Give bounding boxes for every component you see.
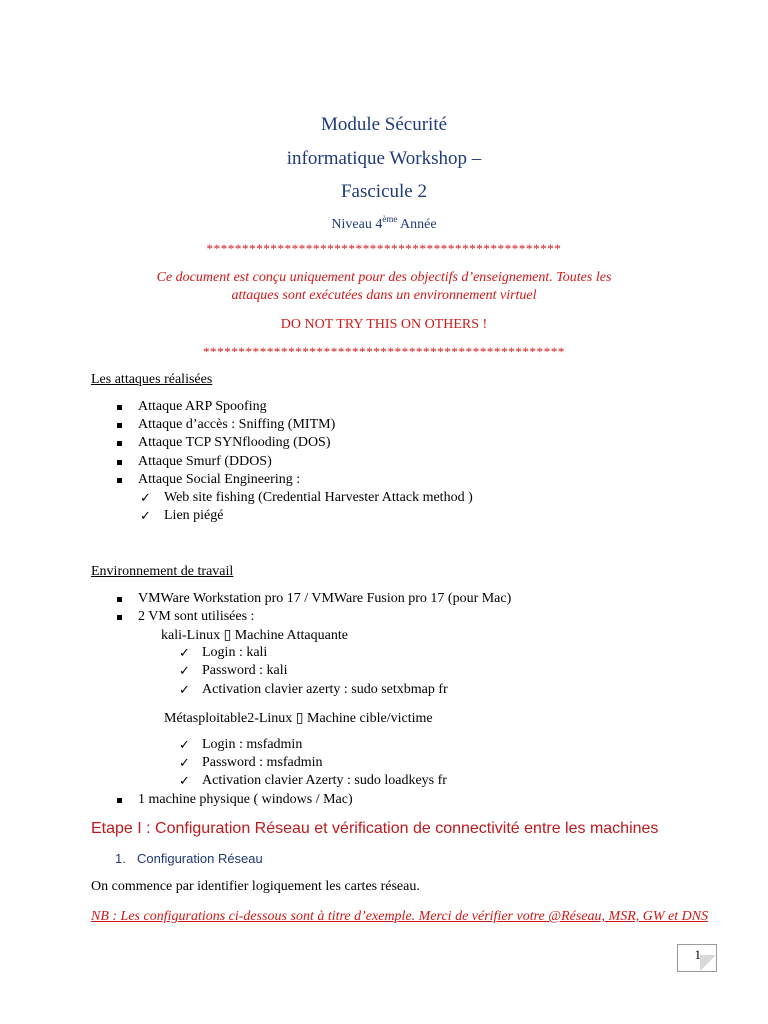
subsection-heading [115, 851, 263, 866]
attacks-heading: Les attaques réalisées [91, 372, 213, 387]
check-mark-icon: ✓ [179, 756, 190, 771]
check-mark-icon: ✓ [140, 491, 151, 506]
subsection-number: 1. [115, 851, 126, 866]
kali-detail: Activation clavier azerty : sudo setxbmap fr [202, 682, 448, 697]
document-title-line-3: Fascicule 2 [340, 181, 427, 202]
page-number: 1 [694, 947, 701, 962]
level-line [0, 214, 768, 233]
attack-item: Attaque Social Engineering : [138, 472, 301, 487]
attack-item: Attaque Smurf (DDOS) [138, 454, 272, 469]
attack-item: Attaque TCP SYNflooding (DOS) [138, 435, 331, 450]
stars-separator-top: ************************************************** [206, 241, 562, 256]
document-title-line-1: Module Sécurité [320, 114, 448, 135]
stars-separator-bottom: *************************************************** [202, 344, 566, 359]
check-mark-icon: ✓ [179, 683, 190, 698]
level-superscript: ème [382, 214, 398, 224]
check-mark-icon: ✓ [179, 664, 190, 679]
attack-item: Attaque d’accès : Sniffing (MITM) [138, 417, 336, 432]
kali-detail: Login : kali [202, 645, 268, 660]
metasploitable-detail: Activation clavier Azerty : sudo loadkeys fr [202, 773, 447, 788]
environment-item: 2 VM sont utilisées : [138, 609, 255, 624]
page-number-box [677, 944, 717, 972]
nb-note: NB : Les configurations ci-dessous sont à titre d’exemple. Merci de vérifier votre @Réseau, MSR, GW et DNS [91, 909, 709, 924]
square-bullet-icon [117, 405, 122, 410]
square-bullet-icon [117, 798, 122, 803]
square-bullet-icon [117, 441, 122, 446]
square-bullet-icon [117, 423, 122, 428]
check-mark-icon: ✓ [179, 738, 190, 753]
body-paragraph: On commence par identifier logiquement les cartes réseau. [91, 879, 420, 894]
level-suffix: Année [397, 217, 437, 232]
disclaimer-line-1: Ce document est conçu uniquement pour des objectifs d’enseignement. Toutes les [156, 270, 612, 285]
level-prefix: Niveau 4 [331, 217, 383, 232]
attack-sub-item: Lien piégé [164, 508, 224, 523]
attack-item: Attaque ARP Spoofing [138, 399, 267, 414]
metasploitable-machine-label: Métasploitable2-Linux ▯ Machine cible/victime [164, 711, 433, 726]
metasploitable-detail: Password : msfadmin [202, 755, 323, 770]
square-bullet-icon [117, 478, 122, 483]
attack-sub-item: Web site fishing (Credential Harvester Attack method ) [164, 490, 473, 505]
check-mark-icon: ✓ [179, 646, 190, 661]
square-bullet-icon [117, 597, 122, 602]
check-mark-icon: ✓ [140, 509, 151, 524]
environment-heading: Environnement de travail [91, 564, 234, 579]
kali-machine-label: kali-Linux ▯ Machine Attaquante [161, 628, 348, 643]
metasploitable-detail: Login : msfadmin [202, 737, 303, 752]
warning-text: DO NOT TRY THIS ON OTHERS ! [280, 317, 488, 332]
kali-detail: Password : kali [202, 663, 288, 678]
check-mark-icon: ✓ [179, 774, 190, 789]
document-title-line-2: informatique Workshop – [286, 148, 482, 169]
environment-item: 1 machine physique ( windows / Mac) [138, 792, 353, 807]
etape-heading: Etape I : Configuration Réseau et vérification de connectivité entre les machines [91, 820, 659, 837]
page-curl-icon [700, 955, 716, 971]
environment-item: VMWare Workstation pro 17 / VMWare Fusion pro 17 (pour Mac) [138, 591, 512, 606]
disclaimer-line-2: attaques sont exécutées dans un environnement virtuel [231, 288, 537, 303]
square-bullet-icon [117, 460, 122, 465]
square-bullet-icon [117, 615, 122, 620]
subsection-label: Configuration Réseau [137, 851, 263, 866]
